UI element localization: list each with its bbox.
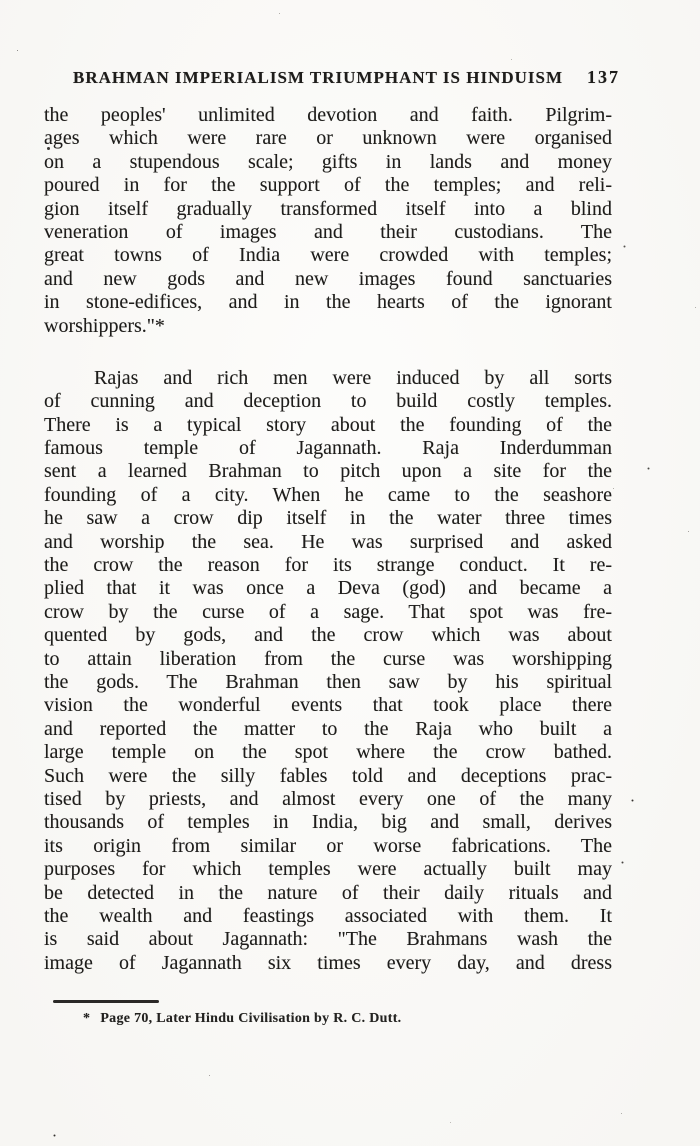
text-line: to attain liberation from the curse was worshipping xyxy=(44,647,612,670)
text-line: and worship the sea. He was surprised and asked xyxy=(44,530,612,553)
text-line: poured in for the support of the temples; and reli- xyxy=(44,174,612,197)
text-line: founding of a city. When he came to the seashore xyxy=(44,483,612,506)
page-body xyxy=(44,104,612,975)
paragraph xyxy=(44,104,612,338)
text-line: worshippers."* xyxy=(44,314,165,337)
paragraph xyxy=(44,367,612,975)
text-line: in stone-edifices, and in the hearts of the ignorant xyxy=(44,291,612,314)
text-line: Such were the silly fables told and deceptions prac- xyxy=(44,764,612,787)
text-line: There is a typical story about the founding of the xyxy=(44,413,612,436)
scan-specks xyxy=(0,0,3,3)
footnote-marker: * xyxy=(83,1011,91,1026)
text-line: sent a learned Brahman to pitch upon a site for the xyxy=(44,460,612,483)
footnote-divider xyxy=(53,1000,159,1003)
text-line: is said about Jagannath: "The Brahmans wash the xyxy=(44,928,612,951)
text-line: the wealth and feastings associated with them. It xyxy=(44,904,612,927)
text-line: the crow the reason for its strange conduct. It re- xyxy=(44,554,612,577)
text-line: plied that it was once a Deva (god) and became a xyxy=(44,577,612,600)
text-line: quented by gods, and the crow which was about xyxy=(44,624,612,647)
footnote-line xyxy=(53,1011,593,1027)
text-line: great towns of India were crowded with temples; xyxy=(44,244,612,267)
text-line: crow by the curse of a sage. That spot was fre- xyxy=(44,600,612,623)
text-line: and new gods and new images found sanctuaries xyxy=(44,267,612,290)
text-line: gion itself gradually transformed itself into a blind xyxy=(44,197,612,220)
text-line: purposes for which temples were actually built may xyxy=(44,858,612,881)
running-header-title: BRAHMAN IMPERIALISM TRIUMPHANT IS HINDUISM xyxy=(73,68,564,87)
text-line: famous temple of Jagannath. Raja Inderdumman xyxy=(44,437,612,460)
text-line: of cunning and deception to build costly temples. xyxy=(44,390,612,413)
footnote xyxy=(53,1000,593,1027)
text-line: ages which were rare or unknown were organised xyxy=(44,127,612,150)
text-line: vision the wonderful events that took place there xyxy=(44,694,612,717)
text-line: image of Jagannath six times every day, and dress xyxy=(44,951,612,974)
text-line: thousands of temples in India, big and small, derives xyxy=(44,811,612,834)
text-line: its origin from similar or worse fabrications. The xyxy=(44,834,612,857)
text-line: he saw a crow dip itself in the water three times xyxy=(44,507,612,530)
text-line: the peoples' unlimited devotion and faith. Pilgrim- xyxy=(44,104,612,126)
text-line: and reported the matter to the Raja who built a xyxy=(44,717,612,740)
footnote-text: Page 70, Later Hindu Civilisation by R. C. Dutt. xyxy=(100,1011,402,1026)
page-number: 137 xyxy=(587,67,620,87)
text-line: on a stupendous scale; gifts in lands and money xyxy=(44,150,612,173)
running-header xyxy=(73,67,620,88)
text-line: be detected in the nature of their daily rituals and xyxy=(44,881,612,904)
text-line: veneration of images and their custodians. The xyxy=(44,220,612,243)
text-line: tised by priests, and almost every one of the many xyxy=(44,787,612,810)
text-line: the gods. The Brahman then saw by his spiritual xyxy=(44,670,612,693)
text-line: Rajas and rich men were induced by all sorts xyxy=(94,366,612,389)
text-line: large temple on the spot where the crow bathed. xyxy=(44,741,612,764)
